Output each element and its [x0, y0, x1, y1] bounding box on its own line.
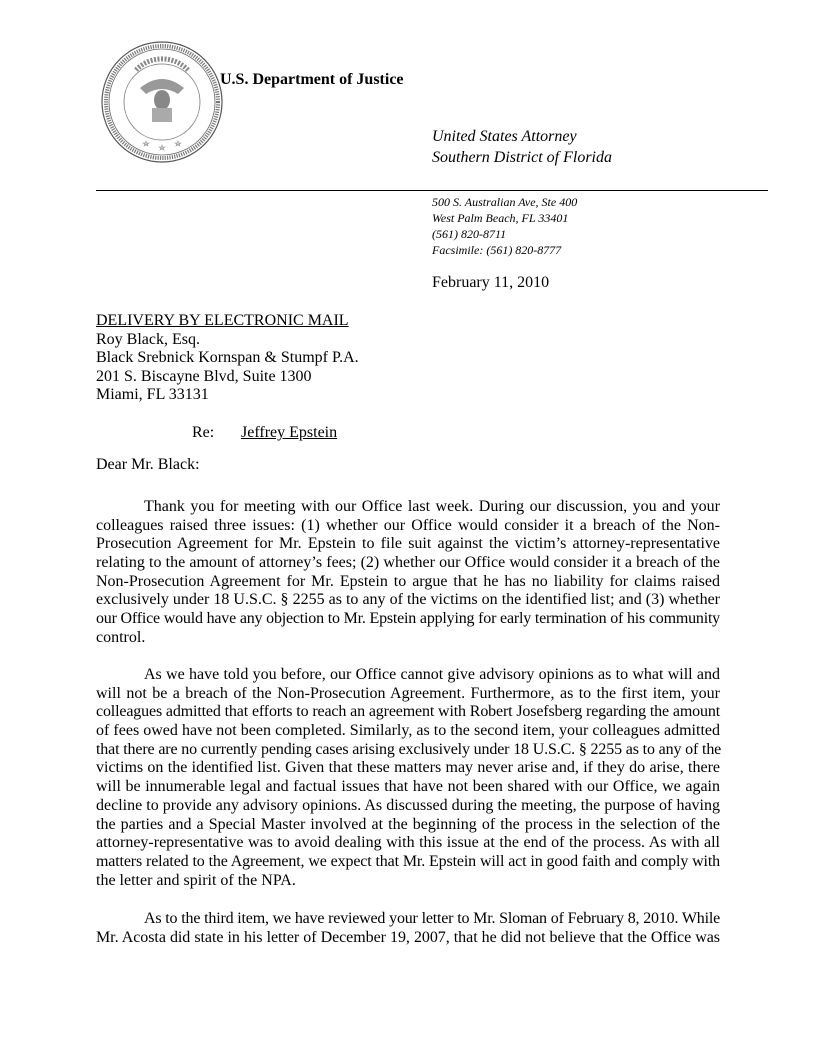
fax-line: Facsimile: (561) 820-8777	[432, 243, 562, 257]
office-line: United States Attorney	[432, 128, 577, 145]
paragraph-line: exclusively under 18 U.S.C. § 2255 as to any of the victims on the identified list; and (3) whether	[96, 591, 720, 609]
body-paragraph	[96, 666, 720, 890]
phone-line: (561) 820-8711	[432, 227, 507, 241]
paragraph-line: of fees owed have not been completed. Similarly, as to the second item, your colleagues admitted	[96, 722, 720, 740]
office-line: Southern District of Florida	[432, 149, 612, 166]
paragraph-line: relating to the amount of attorney’s fees; (2) whether our Office would consider it a breach of the	[96, 554, 720, 572]
recipient-line: 201 S. Biscayne Blvd, Suite 1300	[96, 367, 312, 385]
paragraph-line: matters related to the Agreement, we expect that Mr. Epstein will act in good faith and comply with	[96, 852, 720, 870]
office-name	[432, 126, 612, 168]
body-paragraph	[96, 910, 720, 947]
paragraph-line: the parties and a Special Master involved at the beginning of the process in the selection of the	[96, 815, 720, 833]
paragraph-line: decline to provide any advisory opinions. As discussed during the meeting, the purpose of having	[96, 796, 720, 814]
paragraph-line: Non-Prosecution Agreement for Mr. Epstein to argue that he has no liability for claims raised	[96, 572, 720, 590]
paragraph-line: that there are no currently pending cases arising exclusively under 18 U.S.C. § 2255 as to any of the	[96, 740, 722, 758]
paragraph-line: control.	[96, 628, 146, 646]
office-address	[432, 194, 577, 258]
paragraph-line: victims on the identified list. Given that these matters may never arise and, if they do arise, there	[96, 759, 720, 777]
paragraph-line: Thank you for meeting with our Office last week. During our discussion, you and your	[144, 498, 720, 515]
paragraph-line: As we have told you before, our Office cannot give advisory opinions as to what will and	[144, 666, 720, 683]
paragraph-line: colleagues admitted that efforts to reach an agreement with Robert Josefsberg regarding the amount	[96, 703, 720, 721]
header-divider	[96, 190, 768, 191]
paragraph-line: will be innumerable legal and factual issues that have not been shared with our Office, we again	[96, 778, 720, 796]
salutation: Dear Mr. Black:	[96, 456, 200, 473]
letter-date: February 11, 2010	[432, 274, 550, 291]
paragraph-line: our Office would have any objection to Mr. Epstein applying for early termination of his community	[96, 610, 720, 628]
paragraph-line: will not be a breach of the Non-Prosecution Agreement. Furthermore, as to the first item, your	[96, 684, 720, 702]
recipient-line: Black Srebnick Kornspan & Stumpf P.A.	[96, 349, 359, 366]
body-paragraph	[96, 498, 720, 648]
delivery-method: DELIVERY BY ELECTRONIC MAIL	[96, 312, 349, 329]
paragraph-line: attorney-representative was to avoid dealing with this issue at the end of the process. As with all	[96, 834, 720, 852]
recipient-line: Roy Black, Esq.	[96, 330, 200, 348]
doj-seal-icon	[100, 40, 224, 164]
paragraph-line: As to the third item, we have reviewed your letter to Mr. Sloman of February 8, 2010. While	[144, 910, 720, 927]
paragraph-line: colleagues raised three issues: (1) whether our Office would consider it a breach of the Non-	[96, 516, 720, 534]
address-line: West Palm Beach, FL 33401	[432, 211, 569, 225]
recipient-line: Miami, FL 33131	[96, 386, 209, 403]
address-line: 500 S. Australian Ave, Ste 400	[432, 195, 578, 209]
paragraph-line: Prosecution Agreement for Mr. Epstein to file suit against the victim’s attorney-representative	[96, 535, 720, 553]
recipient-block	[96, 312, 359, 405]
paragraph-line: the letter and spirit of the NPA.	[96, 871, 296, 889]
paragraph-line: Mr. Acosta did state in his letter of December 19, 2007, that he did not believe that the Office was	[96, 928, 720, 946]
re-subject: Jeffrey Epstein	[241, 424, 338, 441]
agency-name: U.S. Department of Justice	[220, 71, 404, 88]
re-label: Re:	[192, 424, 215, 441]
